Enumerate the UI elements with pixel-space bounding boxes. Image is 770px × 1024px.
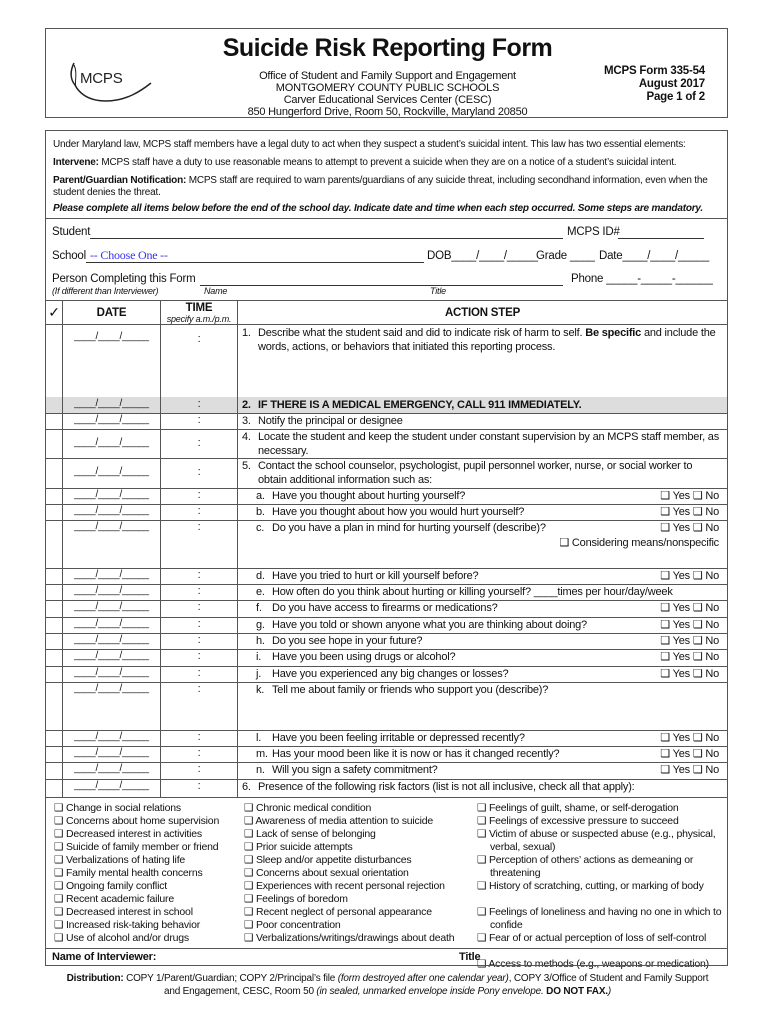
step-text (272, 521, 657, 535)
phone-input[interactable]: _____-_____-______ (606, 273, 713, 285)
step-checkbox[interactable] (46, 762, 63, 779)
time-input[interactable]: : (161, 458, 238, 488)
action-step (238, 666, 727, 682)
step-checkbox[interactable] (46, 779, 63, 797)
interviewer-row (45, 948, 728, 966)
dist-part: (in sealed, unmarked envelope inside Pony envelope. (316, 986, 547, 997)
time-input[interactable]: : (161, 568, 238, 584)
time-input[interactable]: : (161, 779, 238, 797)
step-text (258, 414, 721, 428)
date-input[interactable]: ____/____/_____ (63, 488, 161, 504)
time-input[interactable]: : (161, 649, 238, 666)
table-row (45, 762, 728, 780)
risk-factor-checkbox[interactable]: ❑ Increased risk-taking behavior (54, 919, 201, 931)
step-number: 6. (242, 781, 251, 793)
step-text (272, 763, 657, 777)
risk-factor-checkbox[interactable]: ❑ Fear of or actual perception of loss of self-control (477, 932, 707, 944)
dob-label (427, 250, 538, 262)
instructions: Please complete all items below before the end of the school day. Indicate date and time when each step occurred. Some steps are mandatory. (53, 203, 703, 214)
risk-factor-checkbox[interactable]: ❑ Experiences with recent personal rejection (244, 880, 445, 892)
risk-factor-label: Suicide of family member or friend (65, 841, 219, 853)
step-checkbox[interactable] (46, 325, 63, 397)
risk-factor-checkbox[interactable]: ❑ Prior suicide attempts (244, 841, 353, 853)
table-row (45, 325, 728, 398)
action-step (238, 779, 727, 797)
risk-factor-checkbox[interactable]: ❑ Recent neglect of personal appearance (244, 906, 432, 918)
phone-field (571, 273, 713, 285)
date-field (599, 250, 709, 262)
risk-factor-label: Feelings of loneliness and having no one in which to confide (488, 906, 722, 931)
dob-input[interactable]: ____/____/_____ (451, 250, 538, 262)
table-row (45, 413, 728, 430)
step-text (272, 650, 657, 664)
step-number: m. (256, 748, 268, 760)
risk-factor-label: Perception of others’ actions as demeaning or threatening (488, 854, 694, 879)
risk-factor-checkbox[interactable]: ❑ Awareness of media attention to suicide (244, 815, 433, 827)
risk-factor-label: Increased risk-taking behavior (65, 919, 201, 931)
mcps-id-input[interactable] (618, 238, 704, 239)
address: 850 Hungerford Drive, Room 50, Rockville, Maryland 20850 (247, 106, 528, 118)
yes-no-checkboxes[interactable]: ❑ Yes ❑ No (660, 748, 719, 760)
step-text (272, 489, 657, 503)
step-number: d. (256, 570, 265, 582)
risk-factor-label: Decreased interest in school (65, 906, 193, 918)
step-text-part: Have you tried to hurt or kill yourself before? (272, 570, 479, 582)
table-row (45, 779, 728, 798)
table-row (45, 458, 728, 489)
step-text (272, 569, 657, 583)
form-date: August 2017 (638, 78, 705, 90)
step-text-part: Presence of the following risk factors (list is not all inclusive, check all that apply): (258, 781, 635, 793)
risk-factor-label: Ongoing family conflict (65, 880, 167, 892)
action-step (238, 730, 727, 746)
center-name: Carver Educational Services Center (CESC) (283, 94, 492, 106)
time-header (161, 301, 238, 324)
yes-no-checkboxes[interactable]: ❑ Yes ❑ No (660, 635, 719, 647)
step-checkbox[interactable] (46, 666, 63, 682)
yes-no-checkboxes[interactable]: ❑ Yes ❑ No (660, 732, 719, 744)
step-number: n. (256, 764, 265, 776)
table-row (45, 504, 728, 521)
risk-factor-label: Verbalizations/writings/drawings about death (255, 932, 455, 944)
table-row (45, 666, 728, 683)
phone-label: Phone (571, 273, 604, 285)
considering-means-checkbox[interactable]: ❑ Considering means/nonspecific (559, 537, 719, 549)
action-step (238, 633, 727, 649)
risk-factor-label: Concerns about sexual orientation (255, 867, 409, 879)
step-text-part: Has your mood been like it is now or has it changed recently? (272, 748, 560, 760)
law-text: Under Maryland law, MCPS staff members have a legal duty to act when they suspect a student’s suicidal intent. This law has two essential elements: (53, 139, 686, 150)
risk-factor-label: Awareness of media attention to suicide (255, 815, 433, 827)
risk-factor-label: Prior suicide attempts (255, 841, 353, 853)
table-row (45, 600, 728, 618)
step-text-part: Contact the school counselor, psychologist, pupil personnel worker, nurse, or social worker to obtain additional information such as: (258, 460, 693, 486)
risk-factor-label: Experiences with recent personal rejection (255, 880, 445, 892)
step-number: 5. (242, 460, 251, 472)
step-checkbox[interactable] (46, 488, 63, 504)
table-row (45, 730, 728, 747)
grade-field (536, 250, 595, 262)
time-input[interactable]: : (161, 584, 238, 600)
time-input[interactable]: : (161, 520, 238, 568)
step-number: e. (256, 586, 265, 598)
table-row (45, 568, 728, 585)
step-checkbox[interactable] (46, 617, 63, 633)
action-step (238, 429, 727, 458)
interviewer-label: Name of Interviewer: (52, 951, 157, 963)
dist-part: ) (607, 986, 612, 997)
student-label: Student (52, 226, 91, 238)
step-text (258, 780, 721, 794)
action-step (238, 746, 727, 762)
step-checkbox[interactable] (46, 413, 63, 429)
risk-factor-checkbox[interactable]: ❑ Sleep and/or appetite disturbances (244, 854, 412, 866)
yes-no-checkboxes[interactable]: ❑ Yes ❑ No (660, 619, 719, 631)
step-number: g. (256, 619, 265, 631)
form-header (45, 28, 728, 118)
step-checkbox[interactable] (46, 682, 63, 730)
intro-box (45, 130, 728, 218)
date-input[interactable]: ____/____/_____ (63, 568, 161, 584)
risk-factor-label: Victim of abuse or suspected abuse (e.g., physical, verbal, sexual) (488, 828, 716, 853)
step-number: l. (256, 732, 262, 744)
action-step (238, 682, 727, 730)
date-input[interactable]: ____/____/_____ (63, 600, 161, 617)
yes-no-checkboxes[interactable]: ❑ Yes ❑ No (660, 602, 719, 614)
risk-factor-checkbox[interactable]: ❑ Ongoing family conflict (54, 880, 167, 892)
time-input[interactable]: : (161, 429, 238, 458)
risk-factor-checkbox[interactable]: ❑ Feelings of loneliness and having no one in which to confide (477, 906, 722, 931)
step-text-part: Do you have a plan in mind for hurting yourself (describe)? (272, 522, 546, 534)
table-row (45, 682, 728, 731)
yes-no-checkboxes[interactable]: ❑ Yes ❑ No (660, 570, 719, 582)
risk-factor-checkbox[interactable]: ❑ Feelings of guilt, shame, or self-derogation (477, 802, 679, 814)
distribution-note (60, 972, 715, 998)
district-name: MONTGOMERY COUNTY PUBLIC SCHOOLS (275, 82, 500, 94)
table-row (45, 633, 728, 650)
time-input[interactable]: : (161, 666, 238, 682)
step-text-part: Will you sign a safety commitment? (272, 764, 438, 776)
grade-label: Grade (536, 250, 567, 262)
risk-factor-checkbox[interactable]: ❑ Chronic medical condition (244, 802, 372, 814)
risk-factor-label: Change in social relations (65, 802, 181, 814)
yes-no-checkboxes[interactable]: ❑ Yes ❑ No (660, 668, 719, 680)
mcps-id-label: MCPS ID# (567, 226, 620, 238)
step-checkbox[interactable] (46, 429, 63, 458)
time-header-sub: specify a.m./p.m. (166, 314, 232, 324)
interviewer-title-label: Title (459, 951, 481, 963)
action-step (238, 413, 727, 429)
risk-factor-checkbox[interactable]: ❑ Concerns about sexual orientation (244, 867, 409, 879)
date-input[interactable]: ____/____/_____ (63, 458, 161, 488)
risk-factor-label: Recent academic failure (65, 893, 174, 905)
time-input[interactable]: : (161, 504, 238, 520)
date-input[interactable]: ____/____/_____ (63, 762, 161, 779)
do-not-fax: DO NOT FAX. (546, 986, 608, 997)
person-input[interactable] (200, 285, 563, 286)
risk-factor-label: Decreased interest in activities (65, 828, 202, 840)
time-input[interactable]: : (161, 600, 238, 617)
date-input[interactable]: ____/____/_____ (622, 250, 710, 262)
action-step (238, 649, 727, 666)
student-input[interactable] (90, 238, 563, 239)
yes-no-checkboxes[interactable]: ❑ Yes ❑ No (660, 522, 719, 534)
step-number: b. (256, 506, 265, 518)
dist-part: COPY 1/Parent/Guardian; COPY 2/Principal’s file (123, 973, 338, 984)
table-row (45, 397, 728, 414)
step-checkbox[interactable] (46, 730, 63, 746)
risk-factor-label: Use of alcohol and/or drugs (65, 932, 189, 944)
risk-factor-label: Chronic medical condition (255, 802, 372, 814)
person-note: (If different than Interviewer) (52, 286, 159, 296)
risk-factor-label: Lack of sense of belonging (255, 828, 376, 840)
risk-factor-checkbox[interactable]: ❑ Concerns about home supervision (54, 815, 220, 827)
step-number: 1. (242, 327, 251, 339)
step-text (272, 731, 657, 745)
date-input[interactable]: ____/____/_____ (63, 730, 161, 746)
step-text-part: Have you thought about how you would hurt yourself? (272, 506, 525, 518)
time-input[interactable]: : (161, 413, 238, 429)
action-step (238, 397, 727, 413)
date-input[interactable]: ____/____/_____ (63, 325, 161, 397)
dist-part: , COPY 3/Office of Student and Family Support and Engagement, CESC, Room 50 (163, 973, 709, 997)
action-step (238, 617, 727, 633)
step-text (272, 683, 721, 697)
yes-no-checkboxes[interactable]: ❑ Yes ❑ No (660, 651, 719, 663)
page-number: Page 1 of 2 (646, 91, 705, 103)
action-step (238, 458, 727, 488)
step-checkbox[interactable] (46, 504, 63, 520)
risk-factor-checkbox[interactable]: ❑ Decreased interest in school (54, 906, 193, 918)
step-text-part: and include the words, actions, or behaviors that initiated this reporting process. (258, 327, 716, 353)
step-text-part: Have you thought about hurting yourself? (272, 490, 466, 502)
risk-factor-label: Sleep and/or appetite disturbances (255, 854, 412, 866)
action-step (238, 504, 727, 520)
risk-factor-checkbox[interactable]: ❑ Feelings of excessive pressure to succeed (477, 815, 679, 827)
step-text (272, 601, 657, 615)
step-text (272, 618, 657, 632)
risk-factor-checkbox[interactable]: ❑ Poor concentration (244, 919, 341, 931)
action-step (238, 600, 727, 617)
step-text-part: How often do you think about hurting or killing yourself? ____times per hour/day/week (272, 586, 673, 598)
time-input[interactable]: : (161, 397, 238, 413)
step-checkbox[interactable] (46, 397, 63, 413)
school-select-value: -- Choose One -- (90, 248, 168, 262)
notification-text (53, 175, 720, 199)
step-number: f. (256, 602, 262, 614)
risk-factor-label: Family mental health concerns (65, 867, 203, 879)
date-input[interactable]: ____/____/_____ (63, 429, 161, 458)
date-input[interactable]: ____/____/_____ (63, 504, 161, 520)
form-number: MCPS Form 335-54 (604, 65, 705, 77)
step-text (258, 326, 721, 354)
date-input[interactable]: ____/____/_____ (63, 584, 161, 600)
action-step (238, 520, 727, 568)
step-checkbox[interactable] (46, 584, 63, 600)
intervene-label: Intervene: (53, 157, 99, 168)
action-step (238, 325, 727, 397)
risk-factor-checkbox[interactable]: ❑ Lack of sense of belonging (244, 828, 376, 840)
school-select[interactable] (86, 248, 424, 263)
risk-factor-label: Verbalizations of hating life (65, 854, 186, 866)
step-text-part: Have you experienced any big changes or losses? (272, 668, 509, 680)
table-row (45, 584, 728, 601)
step-text (272, 634, 657, 648)
date-input[interactable]: ____/____/_____ (63, 617, 161, 633)
table-row (45, 649, 728, 667)
time-input[interactable]: : (161, 617, 238, 633)
risk-factor-checkbox[interactable]: ❑ Perception of others’ actions as demeaning or threatening (477, 854, 694, 879)
risk-factor-checkbox[interactable]: ❑ Family mental health concerns (54, 867, 203, 879)
date-input[interactable]: ____/____/_____ (63, 397, 161, 413)
form-id-block (604, 65, 705, 104)
step-text-part: Have you told or shown anyone what you are thinking about doing? (272, 619, 587, 631)
risk-factor-checkbox[interactable]: ❑ Verbalizations of hating life (54, 854, 186, 866)
risk-factor-checkbox[interactable]: ❑ Victim of abuse or suspected abuse (e.g., physical, verbal, sexual) (477, 828, 716, 853)
intervene-body: MCPS staff have a duty to use reasonable means to attempt to prevent a suicide when they are on a notice of a student’s suicidal intent. (98, 157, 677, 168)
table-row (45, 429, 728, 459)
date-input[interactable]: ____/____/_____ (63, 746, 161, 762)
risk-factor-checkbox[interactable]: ❑ Suicide of family member or friend (54, 841, 219, 853)
grade-input[interactable]: ____ (569, 250, 595, 262)
yes-no-checkboxes[interactable]: ❑ Yes ❑ No (660, 490, 719, 502)
risk-factor-label: Poor concentration (255, 919, 341, 931)
step-text (258, 398, 721, 412)
risk-factor-checkbox[interactable]: ❑ Use of alcohol and/or drugs (54, 932, 189, 944)
step-number: 3. (242, 415, 251, 427)
risk-factor-checkbox[interactable]: ❑ Recent academic failure (54, 893, 174, 905)
action-step (238, 488, 727, 504)
step-checkbox[interactable] (46, 649, 63, 666)
time-input[interactable]: : (161, 682, 238, 730)
yes-no-checkboxes[interactable]: ❑ Yes ❑ No (660, 506, 719, 518)
step-number: k. (256, 684, 265, 696)
date-input[interactable]: ____/____/_____ (63, 413, 161, 429)
risk-factor-label: Access to methods (e.g., weapons or medication) (488, 958, 709, 970)
table-row (45, 746, 728, 763)
date-input[interactable]: ____/____/_____ (63, 520, 161, 568)
date-input[interactable]: ____/____/_____ (63, 666, 161, 682)
date-input[interactable]: ____/____/_____ (63, 682, 161, 730)
step-number: a. (256, 490, 265, 502)
risk-factor-checkbox[interactable]: ❑ Verbalizations/writings/drawings about death (244, 932, 455, 944)
step-text-part: Have you been using drugs or alcohol? (272, 651, 456, 663)
step-text (272, 585, 721, 599)
action-step (238, 568, 727, 584)
risk-factor-label: Feelings of excessive pressure to succeed (488, 815, 679, 827)
date-input[interactable]: ____/____/_____ (63, 779, 161, 797)
step-checkbox[interactable] (46, 600, 63, 617)
step-text-part: Do you see hope in your future? (272, 635, 423, 647)
check-header: ✓ (46, 301, 63, 324)
step-text (272, 747, 657, 761)
action-header: ACTION STEP (444, 307, 521, 319)
notification-label: Parent/Guardian Notification: (53, 175, 187, 186)
step-number: h. (256, 635, 265, 647)
person-label: Person Completing this Form (52, 273, 196, 285)
step-text (258, 430, 721, 458)
form-title: Suicide Risk Reporting Form (222, 34, 553, 62)
table-row (45, 617, 728, 634)
step-number: 2. (242, 399, 251, 411)
time-header-label: TIME (185, 302, 213, 314)
step-text (272, 667, 657, 681)
time-input[interactable]: : (161, 762, 238, 779)
risk-factor-label: History of scratching, cutting, or marking of body (488, 880, 704, 892)
time-input[interactable]: : (161, 325, 238, 397)
distribution-label: Distribution: (66, 973, 124, 984)
step-number: i. (256, 651, 262, 663)
step-text-part: Tell me about family or friends who support you (describe)? (272, 684, 549, 696)
dob-label-text: DOB (427, 250, 452, 262)
risk-factor-checkbox[interactable]: ❑ Decreased interest in activities (54, 828, 202, 840)
step-text (272, 505, 657, 519)
step-text (258, 459, 721, 487)
risk-factor-label: Feelings of boredom (255, 893, 348, 905)
office-name: Office of Student and Family Support and Engagement (259, 70, 516, 82)
yes-no-checkboxes[interactable]: ❑ Yes ❑ No (660, 764, 719, 776)
step-number: c. (256, 522, 265, 534)
action-step (238, 762, 727, 779)
step-checkbox[interactable] (46, 746, 63, 762)
step-number: 4. (242, 431, 251, 443)
step-text-part: Have you been feeling irritable or depressed recently? (272, 732, 525, 744)
step-text-part: Describe what the student said and did to indicate risk of harm to self. (258, 327, 586, 339)
step-checkbox[interactable] (46, 633, 63, 649)
svg-text:MCPS: MCPS (80, 70, 123, 87)
risk-factor-checkbox[interactable]: ❑ Feelings of boredom (244, 893, 348, 905)
time-input[interactable]: : (161, 488, 238, 504)
risk-factor-checkbox[interactable]: ❑ Access to methods (e.g., weapons or medication) (477, 958, 709, 970)
step-checkbox[interactable] (46, 568, 63, 584)
title-caption: Title (430, 286, 446, 296)
risk-factor-label: Recent neglect of personal appearance (255, 906, 432, 918)
risk-factor-label: Concerns about home supervision (65, 815, 220, 827)
date-input[interactable]: ____/____/_____ (63, 633, 161, 649)
notification-body: MCPS staff are required to warn parents/guardians of any suicide threat, including secondhand information, even when the student denies the threat. (53, 175, 708, 198)
action-step (238, 584, 727, 600)
dist-part: (form destroyed after one calendar year) (337, 973, 509, 984)
school-label: School (52, 250, 86, 262)
time-input[interactable]: : (161, 730, 238, 746)
table-header (45, 300, 728, 325)
step-text-part: Do you have access to firearms or medications? (272, 602, 498, 614)
step-text-part: Locate the student and keep the student under constant supervision by an MCPS staff member, as necessary. (258, 431, 720, 457)
step-text-part: IF THERE IS A MEDICAL EMERGENCY, CALL 911 IMMEDIATELY. (258, 399, 582, 411)
table-row (45, 520, 728, 569)
time-input[interactable]: : (161, 633, 238, 649)
date-label: Date (599, 250, 623, 262)
time-input[interactable]: : (161, 746, 238, 762)
step-checkbox[interactable] (46, 520, 63, 568)
risk-factor-label: Fear of or actual perception of loss of self-control (488, 932, 707, 944)
step-number: j. (256, 668, 262, 680)
table-row (45, 488, 728, 505)
step-text-emphasis: Be specific (585, 327, 642, 339)
date-input[interactable]: ____/____/_____ (63, 649, 161, 666)
step-text-part: Notify the principal or designee (258, 415, 403, 427)
name-caption: Name (204, 286, 228, 296)
intervene-text (53, 157, 720, 169)
step-checkbox[interactable] (46, 458, 63, 488)
risk-factor-checkbox[interactable]: ❑ Change in social relations (54, 802, 181, 814)
risk-factor-label: Feelings of guilt, shame, or self-derogation (488, 802, 679, 814)
risk-factor-checkbox[interactable]: ❑ History of scratching, cutting, or marking of body (477, 880, 704, 892)
date-header: DATE (63, 301, 161, 324)
